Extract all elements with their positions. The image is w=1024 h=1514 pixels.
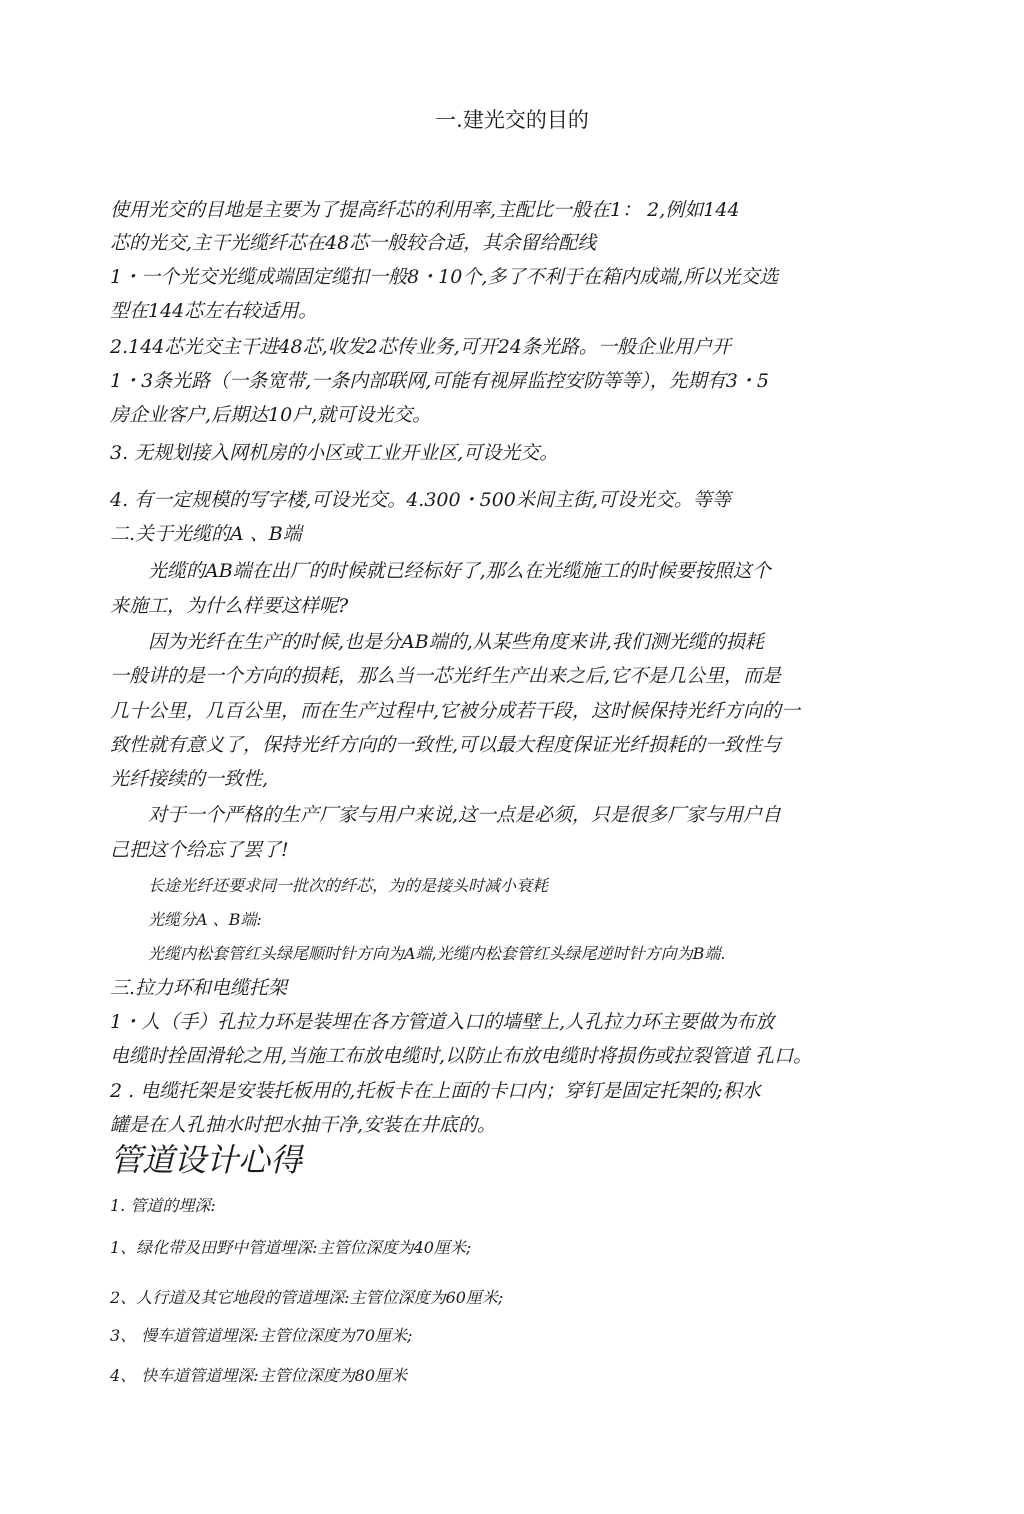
section2-paragraph-line: 致性就有意义了，保持光纤方向的一致性,可以最大程度保证光纤损耗的一致性与 [110, 734, 782, 756]
section2-paragraph-line: 光缆的AB端在出厂的时候就已经标好了,那么在光缆施工的时候要按照这个 [148, 560, 771, 582]
page-title: 一.建光交的目的 [435, 108, 589, 132]
section1-line: 3. 无规划接入网机房的小区或工业开业区,可设光交。 [110, 442, 559, 464]
section2-paragraph-line: 来施工，为什么样要这样呢? [110, 595, 349, 617]
section3-heading: 三.拉力环和电缆托架 [110, 977, 288, 999]
section2-paragraph-line: 己把这个给忘了罢了! [110, 839, 289, 861]
section4-item: 4、 快车道管道埋深:主管位深度为80厘米 [110, 1366, 408, 1385]
section2-paragraph-line: 一般讲的是一个方向的损耗，那么当一芯光纤生产出来之后,它不是几公里，而是 [110, 665, 782, 687]
section2-paragraph-line: 因为光纤在生产的时候,也是分AB端的,从某些角度来讲,我们测光缆的损耗 [148, 631, 764, 653]
section2-note: 光缆内松套管红头绿尾顺时针方向为A端,光缆内松套管红头绿尾逆时针方向为B端. [148, 944, 726, 963]
section2-note: 长途光纤还要求同一批次的纤芯，为的是接头时减小衰耗 [148, 876, 549, 895]
section1-line: 芯的光交,主干光缆纤芯在48芯一般较合适，其余留给配线 [110, 232, 597, 254]
section2-paragraph-line: 光纤接续的一致性, [110, 768, 269, 790]
section2-note: 光缆分A 、B端: [148, 910, 262, 929]
section1-line: 使用光交的目地是主要为了提高纤芯的利用率,主配比一般在1： 2,例如144 [110, 199, 740, 221]
section4-subheading: 1. 管道的埋深: [110, 1196, 216, 1215]
section4-item: 2、人行道及其它地段的管道埋深:主管位深度为60厘米; [110, 1288, 504, 1307]
section2-paragraph-line: 几十公里，几百公里，而在生产过程中,它被分成若干段，这时候保持光纤方向的一 [110, 700, 801, 722]
section3-line: 1・人（手）孔拉力环是装埋在各方管道入口的墙壁上,人孔拉力环主要做为布放 [110, 1011, 775, 1033]
section3-line: 罐是在人孔抽水时把水抽干净,安装在井底的。 [110, 1114, 497, 1136]
section2-heading: 二.关于光缆的A 、B端 [110, 523, 302, 545]
section3-line: 2 . 电缆托架是安装托板用的,托板卡在上面的卡口内；穿钉是固定托架的;积水 [110, 1080, 761, 1102]
section4-heading: 管道设计心得 [110, 1141, 303, 1179]
section1-line: 4. 有一定规模的写字楼,可设光交。4.300・500米间主街,可设光交。等等 [110, 489, 731, 511]
section2-paragraph-line: 对于一个严格的生产厂家与用户来说,这一点是必须，只是很多厂家与用户自 [148, 804, 782, 826]
section4-item: 3、 慢车道管道埋深:主管位深度为70厘米; [110, 1326, 413, 1345]
section1-line: 1・一个光交光缆成端固定缆扣一般8・10个,多了不利于在箱内成端,所以光交选 [110, 266, 779, 288]
section3-line: 电缆时拴固滑轮之用,当施工布放电缆时,以防止布放电缆时将损伤或拉裂管道 孔口。 [110, 1045, 813, 1067]
section1-line: 房企业客户,后期达10户,就可设光交。 [110, 404, 432, 426]
section1-line: 2.144芯光交主干进48芯,收发2芯传业务,可开24条光路。一般企业用户开 [110, 336, 731, 358]
section4-item: 1、绿化带及田野中管道埋深:主管位深度为40厘米; [110, 1238, 472, 1257]
section1-line: 型在144芯左右较适用。 [110, 300, 318, 322]
section1-line: 1・3条光路（一条宽带,一条内部联网,可能有视屏监控安防等等），先期有3・5 [110, 370, 769, 392]
